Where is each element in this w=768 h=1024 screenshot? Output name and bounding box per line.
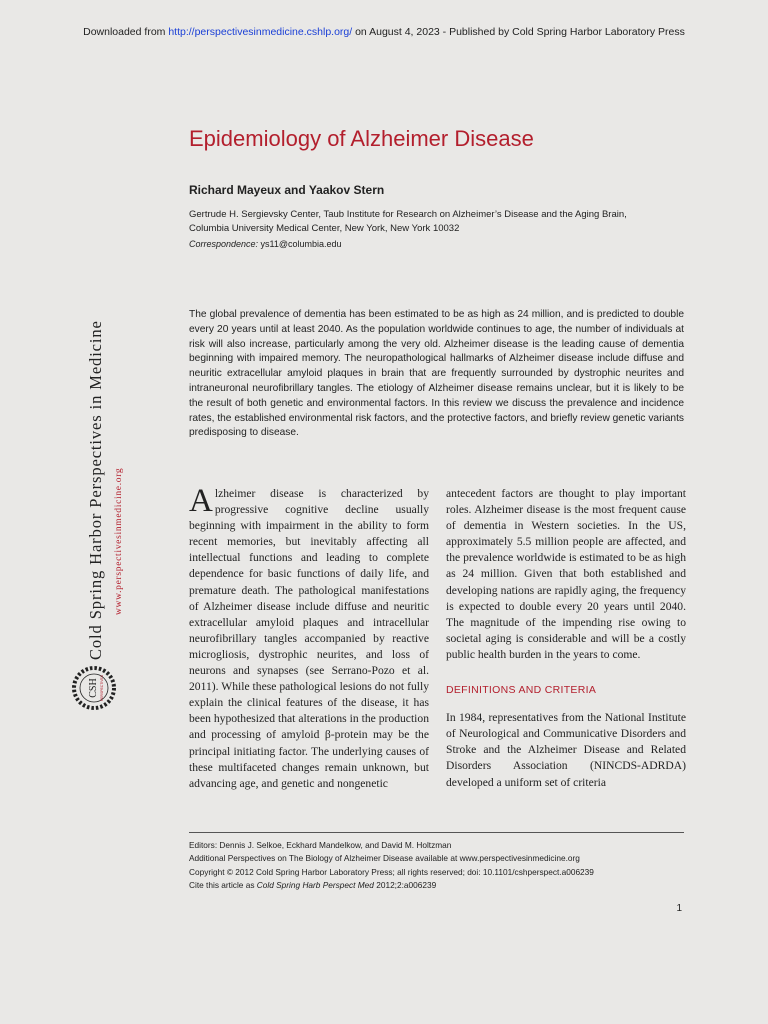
page-number: 1 — [676, 903, 682, 914]
logo-subtext: PERSPECTIVES — [100, 674, 104, 702]
body-text-col1: lzheimer disease is characterized by progressive cognitive decline usually beginning with impairment in the ability to form recent memories, but inevitably affecting all intellectual functions and leading to complete dependence for basic functions of daily life, and premature death. The pathological manifestations of Alzheimer disease include diffuse and neuritic extracellular amyloid plaques and intracellular neurofibrillary tangles accompanied by reactive microgliosis, dystrophic neurites, and loss of neurons and synapses (see Serrano-Pozo et al. 2011). While these pathological lesions do not fully explain the clinical features of the disease, it has been hypothesized that alterations in the production and processing of amyloid β-protein may be the principal initiating factor. The underlying causes of these multifaceted changes remain unknown, but advancing age, and genetic and nongenetic — [189, 487, 429, 790]
download-url-link[interactable]: http://perspectivesinmedicine.cshlp.org/ — [168, 26, 353, 38]
footer-additional: Additional Perspectives on The Biology of Alzheimer Disease available at www.perspectivesinmedicine.org — [189, 852, 580, 863]
body-column-left — [189, 483, 429, 792]
footer-copyright-block — [189, 866, 684, 891]
sidebar-journal-name: Cold Spring Harbor Perspectives in Medicine — [86, 320, 105, 660]
correspondence-email[interactable]: ys11@columbia.edu — [258, 239, 342, 249]
footer-copyright: Copyright © 2012 Cold Spring Harbor Laboratory Press; all rights reserved; doi: 10.1101/cshperspect.a006239 — [189, 867, 594, 877]
affiliation-line-1: Gertrude H. Sergievsky Center, Taub Institute for Research on Alzheimer’s Disease and the Aging Brain, — [189, 209, 627, 220]
correspondence-label: Correspondence: — [189, 239, 259, 249]
csh-logo-icon — [70, 660, 118, 716]
footer-divider — [189, 832, 684, 833]
download-suffix: on August 4, 2023 - Published by Cold Spring Harbor Laboratory Press — [352, 26, 685, 38]
article-authors: Richard Mayeux and Yaakov Stern — [189, 183, 385, 197]
body-paragraph-2: In 1984, representatives from the National Institute of Neurological and Communicative Disorders and Stroke and the Alzheimer Disease and Related Disorders Association (NINCDS-ADRDA) developed a uniform set of criteria — [446, 711, 686, 789]
cite-suffix: 2012;2:a006239 — [373, 879, 437, 890]
affiliation-line-2: Columbia University Medical Center, New York, New York 10032 — [189, 223, 460, 234]
footer-editors-block — [189, 839, 684, 864]
article-title: Epidemiology of Alzheimer Disease — [189, 126, 534, 151]
logo-text: CSH — [88, 678, 99, 698]
download-notice — [0, 26, 768, 38]
cite-journal: Cold Spring Harb Perspect Med — [256, 879, 374, 890]
drop-cap: A — [189, 483, 213, 519]
download-prefix: Downloaded from — [83, 26, 169, 38]
correspondence — [189, 239, 342, 249]
sidebar-journal-url[interactable]: www.perspectivesinmedicine.org — [114, 467, 124, 615]
footer-editors: Editors: Dennis J. Selkoe, Eckhard Mandelkow, and David M. Holtzman — [189, 840, 452, 850]
abstract: The global prevalence of dementia has been estimated to be as high as 24 million, and is predicted to double every 20 years until at least 2040. As the population worldwide continues to age, the number of individuals at risk will also increase, particularly among the very old. Alzheimer disease is the leading cause of dementia beginning with impaired memory. The neuropathological hallmarks of Alzheimer disease include diffuse and neuritic extracellular amyloid plaques in brain that are frequently surrounded by dystrophic neurites and intraneuronal neurofibrillary tangles. The etiology of Alzheimer disease remains unclear, but it is likely to be the result of both genetic and environmental factors. In this review we discuss the prevalence and incidence rates, the established environmental risk factors, and the protective factors, and briefly review genetic variants predisposing to disease. — [189, 309, 684, 439]
section-heading: DEFINITIONS AND CRITERIA — [446, 684, 597, 697]
footer-citation — [189, 879, 684, 892]
author-affiliation — [189, 208, 669, 236]
cite-prefix: Cite this article as — [189, 879, 257, 890]
body-column-right — [446, 486, 686, 791]
body-paragraph-1: antecedent factors are thought to play important roles. Alzheimer disease is the most frequent cause of dementia in Western societies. In the US, approximately 5.5 million people are affected, and the prevalence worldwide is estimated to be as high as 24 million. Given that both established and developing nations are rapidly aging, the frequency is expected to double every 20 years until 2040. The magnitude of the impending rise owing to societal aging is considerable and will be a costly public health burden in the years to come. — [446, 487, 686, 661]
